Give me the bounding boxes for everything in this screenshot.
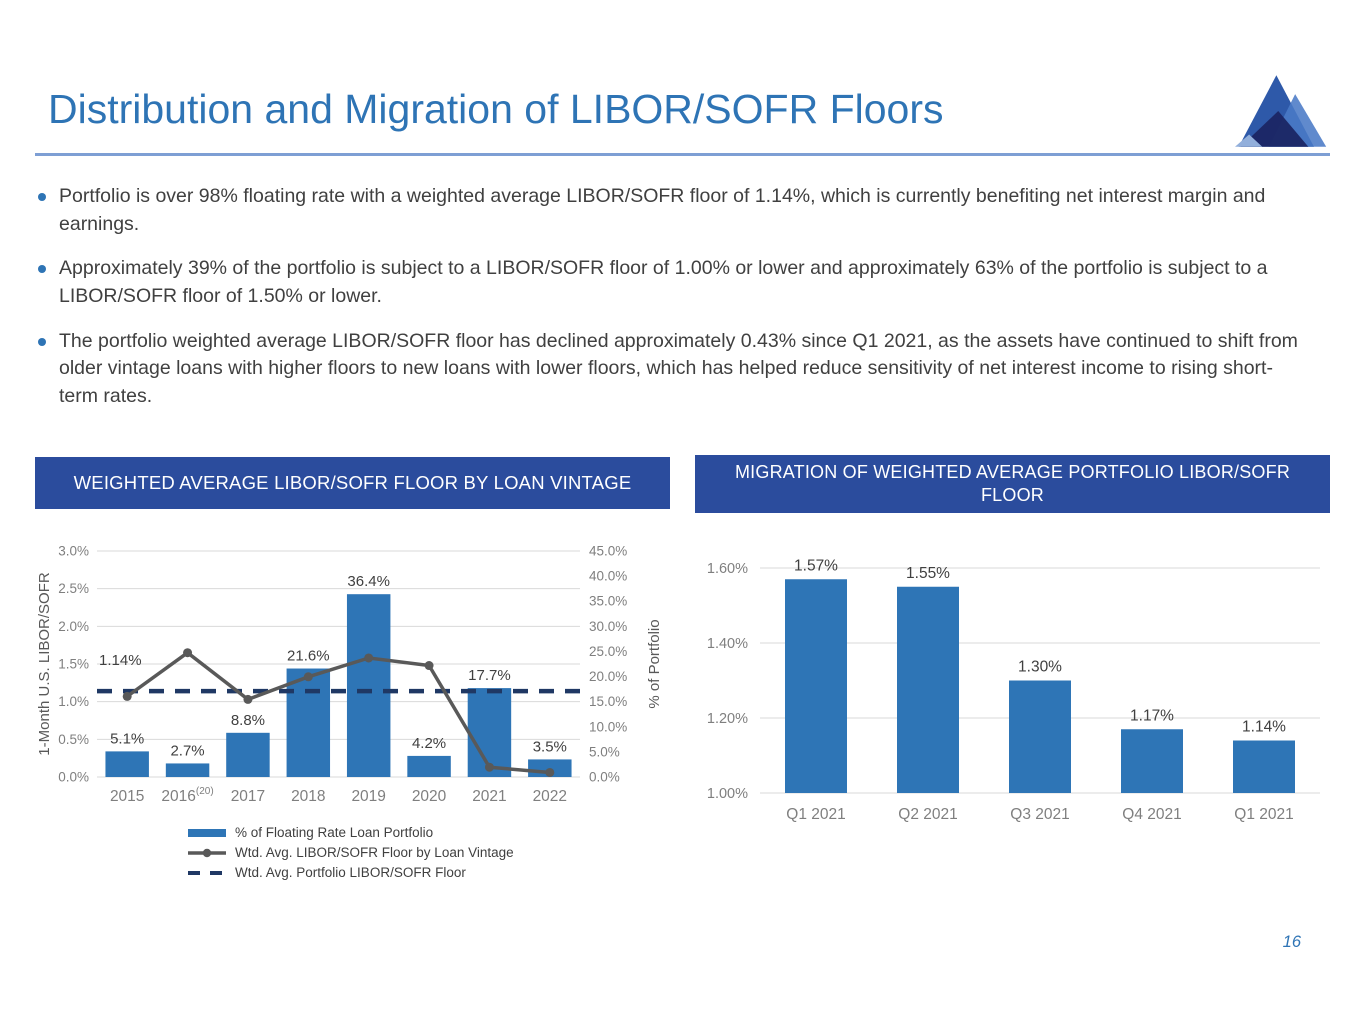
bullet-text: The portfolio weighted average LIBOR/SOFR floor has declined approximately 0.43% since Q1 2021, as the assets have continued to shift from older vintage loans with higher floors to new loans with lower floors, which has helped reduce sensitivity of net interest income to rising short-term rates. — [59, 329, 1298, 408]
x-category-label: Q4 2021 — [1122, 806, 1182, 823]
bar-value-label: 1.55% — [906, 564, 950, 582]
line-marker — [123, 692, 132, 701]
migration-chart-svg — [695, 521, 1330, 829]
page-title: Distribution and Migration of LIBOR/SOFR Floors — [48, 86, 944, 132]
right-axis-tick: 10.0% — [589, 719, 628, 735]
legend-label: Wtd. Avg. LIBOR/SOFR Floor by Loan Vintage — [235, 845, 514, 860]
x-category-label: 2020 — [411, 788, 447, 805]
x-category-label: 2017 — [230, 788, 266, 805]
vintage-chart-panel — [35, 457, 670, 885]
portfolio-bar — [226, 733, 269, 777]
vintage-chart-header: WEIGHTED AVERAGE LIBOR/SOFR FLOOR BY LOAN VINTAGE — [35, 457, 670, 509]
y-axis-tick: 1.60% — [706, 561, 748, 577]
right-axis-tick: 15.0% — [589, 694, 628, 710]
x-category-label: 2018 — [291, 788, 326, 805]
bullet-text: Approximately 39% of the portfolio is subject to a LIBOR/SOFR floor of 1.00% or lower and approximately 63% of the portfolio is subject to a LIBOR/SOFR floor of 1.50% or lower. — [59, 257, 1268, 308]
x-category-label: Q1 2021 — [1234, 806, 1294, 823]
right-axis-tick: 20.0% — [589, 669, 628, 685]
right-axis-tick: 40.0% — [589, 568, 628, 584]
page-number: 16 — [1282, 933, 1301, 951]
line-marker — [243, 695, 252, 704]
y-axis-tick: 1.00% — [706, 786, 748, 802]
mountain-peaks-logo-icon — [1235, 72, 1329, 150]
bullet-dot-icon — [38, 193, 46, 201]
left-axis-tick: 2.0% — [58, 618, 89, 634]
y-axis-tick: 1.40% — [706, 636, 748, 652]
vintage-chart-svg — [35, 523, 670, 815]
y-axis-tick: 1.20% — [706, 711, 748, 727]
migration-chart-header: MIGRATION OF WEIGHTED AVERAGE PORTFOLIO LIBOR/SOFR FLOOR — [695, 455, 1330, 513]
left-axis-title: 1-Month U.S. LIBOR/SOFR — [36, 572, 53, 756]
portfolio-floor-label: 1.14% — [99, 652, 142, 670]
dashed-line-swatch-icon — [187, 867, 227, 879]
right-axis-tick: 25.0% — [589, 643, 628, 659]
line-marker — [304, 672, 313, 681]
bar-value-label: 1.17% — [1130, 707, 1174, 725]
left-axis-tick: 0.0% — [58, 769, 89, 785]
line-series-swatch-icon — [187, 847, 227, 859]
migration-bar — [1233, 741, 1295, 794]
x-category-label: 2016$^{(20)}$ — [161, 786, 214, 805]
bar-value-label: 17.7% — [468, 667, 511, 685]
right-axis-tick: 45.0% — [589, 543, 628, 559]
bar-value-label: 21.6% — [287, 647, 330, 665]
bar-value-label: 36.4% — [347, 573, 390, 591]
bullet-text: Portfolio is over 98% floating rate with a weighted average LIBOR/SOFR floor of 1.14%, which is currently benefiting net interest margin and earnings. — [59, 185, 1266, 235]
left-axis-tick: 1.0% — [58, 694, 89, 710]
legend-item-dashed-line — [187, 865, 670, 880]
legend-item-line — [187, 845, 670, 860]
bar-value-label: 1.57% — [794, 557, 838, 575]
bar-value-label: 3.5% — [532, 738, 567, 756]
title-separator-rule — [35, 153, 1330, 156]
left-axis-tick: 2.5% — [58, 581, 89, 597]
x-category-label: Q2 2021 — [898, 806, 958, 823]
bar-value-label: 1.14% — [1242, 718, 1286, 736]
migration-bar — [1009, 681, 1071, 794]
line-marker — [183, 648, 192, 657]
migration-bar — [785, 579, 847, 793]
right-axis-title: % of Portfolio — [646, 619, 663, 709]
bullet-dot-icon — [38, 338, 46, 346]
bullet-item — [38, 183, 1328, 238]
left-axis-tick: 1.5% — [58, 656, 89, 672]
migration-bar — [897, 587, 959, 793]
left-axis-tick: 3.0% — [58, 543, 89, 559]
legend-item-bars — [187, 825, 670, 840]
x-category-label: 2015 — [109, 788, 145, 805]
portfolio-bar — [347, 594, 390, 777]
left-axis-tick: 0.5% — [58, 731, 89, 747]
right-axis-tick: 5.0% — [589, 744, 620, 760]
portfolio-bar — [407, 756, 450, 777]
line-marker — [545, 768, 554, 777]
portfolio-bar — [166, 763, 209, 777]
x-category-label: 2019 — [351, 788, 386, 805]
bar-value-label: 2.7% — [170, 742, 205, 760]
bar-series-swatch-icon — [187, 827, 227, 839]
x-category-label: 2021 — [472, 788, 507, 805]
line-marker — [485, 763, 494, 772]
right-axis-tick: 30.0% — [589, 618, 628, 634]
vintage-chart-legend — [187, 825, 670, 880]
right-axis-tick: 0.0% — [589, 769, 620, 785]
bar-value-label: 8.8% — [230, 711, 266, 729]
x-category-label: Q3 2021 — [1010, 806, 1070, 823]
legend-label: Wtd. Avg. Portfolio LIBOR/SOFR Floor — [235, 865, 466, 880]
portfolio-bar — [287, 669, 330, 777]
portfolio-bar — [105, 751, 148, 777]
migration-bar — [1121, 729, 1183, 793]
bar-value-label: 4.2% — [411, 734, 447, 752]
bullet-dot-icon — [38, 265, 46, 273]
right-axis-tick: 35.0% — [589, 593, 628, 609]
bullet-item — [38, 255, 1328, 310]
line-marker — [425, 661, 434, 670]
x-category-label: Q1 2021 — [786, 806, 846, 823]
line-marker — [364, 653, 373, 662]
bullet-item — [38, 328, 1328, 411]
bar-value-label: 5.1% — [110, 730, 145, 748]
x-category-label: 2022 — [532, 788, 568, 805]
migration-chart-panel — [695, 455, 1330, 829]
legend-label: % of Floating Rate Loan Portfolio — [235, 825, 434, 840]
bullet-list — [38, 183, 1328, 428]
bar-value-label: 1.30% — [1018, 658, 1062, 676]
